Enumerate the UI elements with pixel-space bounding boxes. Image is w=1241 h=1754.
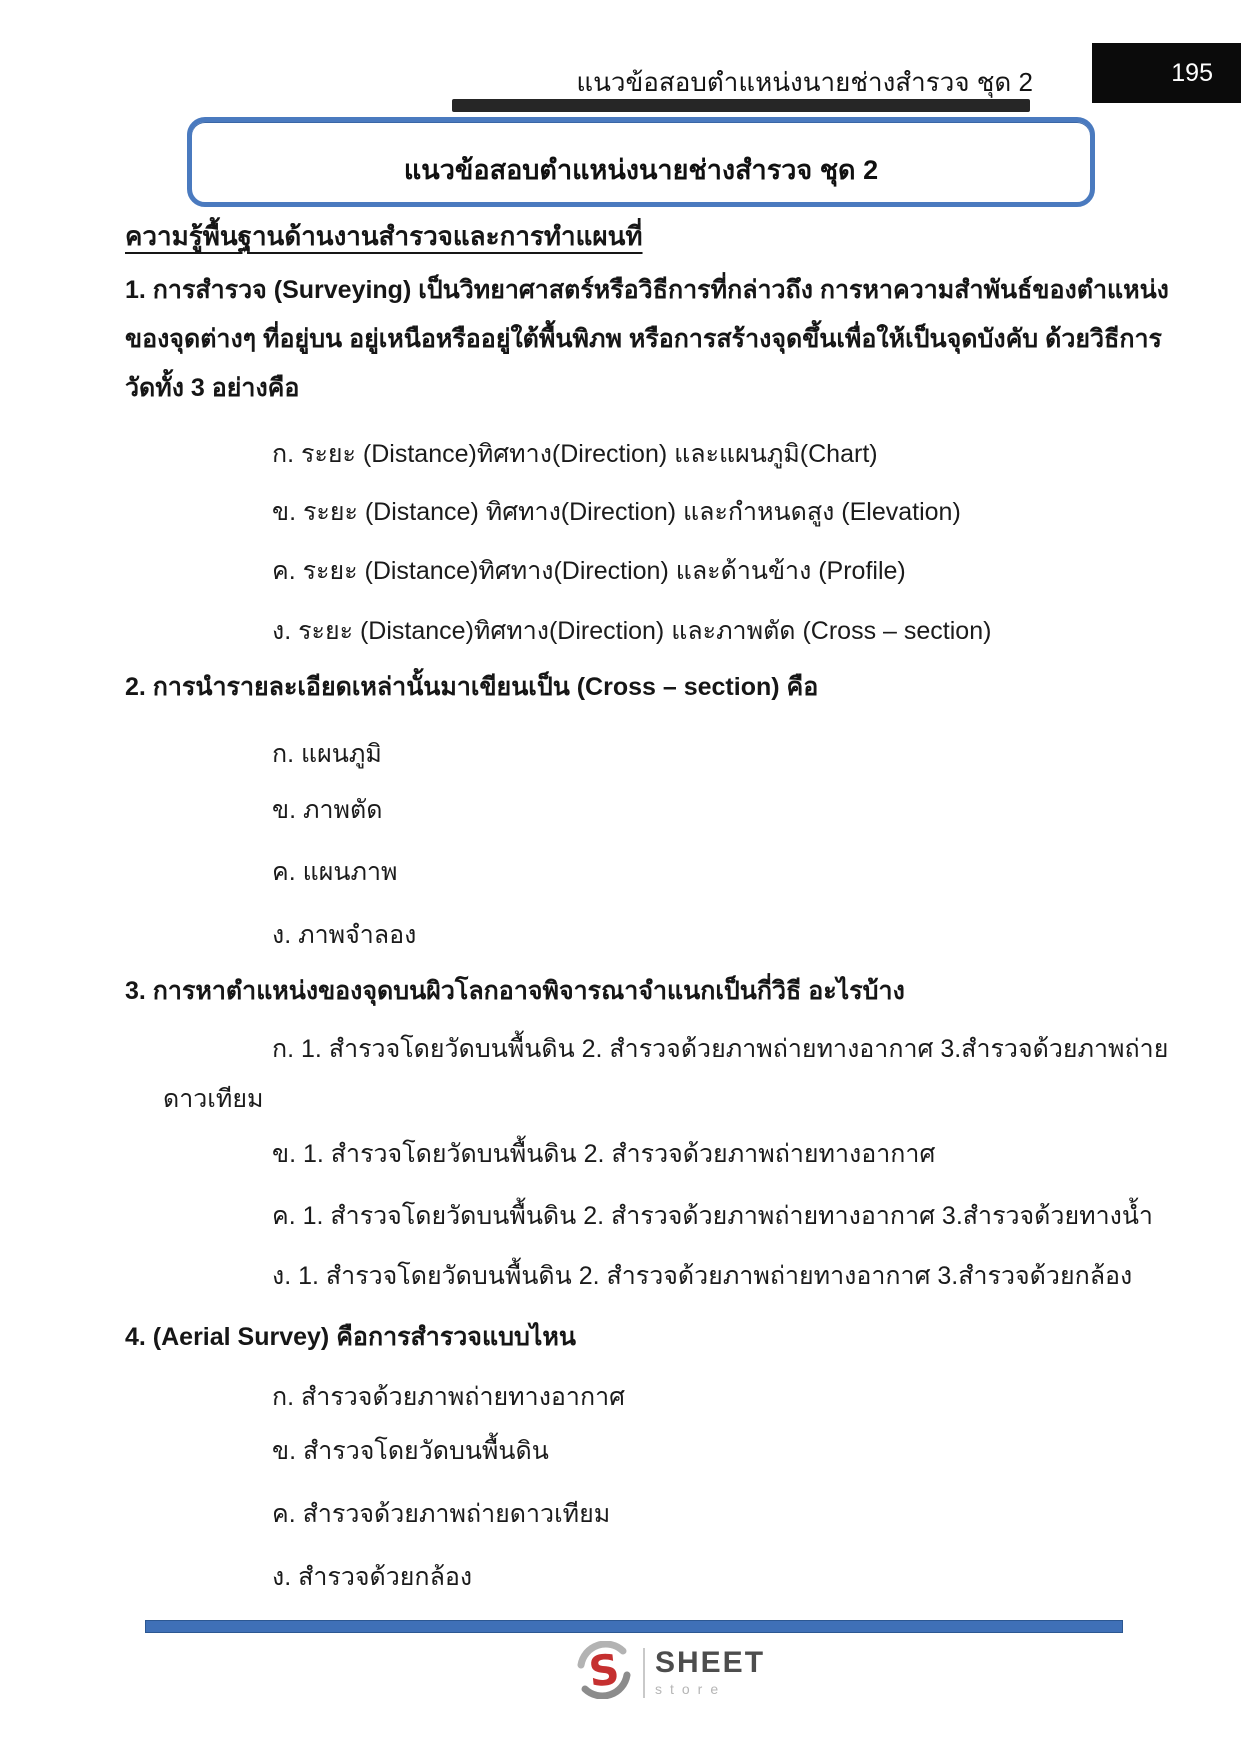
- exam-title-box: [187, 117, 1095, 207]
- question-1-line-1: 1. การสำรวจ (Surveying) เป็นวิทยาศาสตร์หรือวิธีการที่กล่าวถึง การหาความสำพันธ์ของตำแหน่ง: [125, 276, 1169, 304]
- running-header-title: แนวข้อสอบตำแหน่งนายช่างสำรวจ ชุด 2: [576, 67, 1033, 97]
- question-4-choice-d: ง. สำรวจด้วยกล้อง: [272, 1563, 473, 1591]
- question-4-choice-a: ก. สำรวจด้วยภาพถ่ายทางอากาศ: [272, 1383, 626, 1411]
- question-3-choice-d: ง. 1. สำรวจโดยวัดบนพื้นดิน 2. สำรวจด้วยภาพถ่ายทางอากาศ 3.สำรวจด้วยกล้อง: [272, 1262, 1133, 1290]
- section-heading: ความรู้พื้นฐานด้านงานสำรวจและการทำแผนที่: [125, 221, 643, 251]
- page-number: 195: [1171, 58, 1213, 87]
- question-1-text: [125, 266, 1169, 413]
- question-1-choice-b: ข. ระยะ (Distance) ทิศทาง(Direction) และกำหนดสูง (Elevation): [272, 498, 961, 526]
- question-2-choice-a: ก. แผนภูมิ: [272, 740, 382, 768]
- question-4-text: 4. (Aerial Survey) คือการสำรวจแบบไหน: [125, 1323, 576, 1351]
- sheet-store-logo-icon: [575, 1641, 633, 1704]
- page-number-badge: [1092, 43, 1241, 103]
- logo-divider: [643, 1648, 645, 1698]
- question-1-choice-d: ง. ระยะ (Distance)ทิศทาง(Direction) และภาพตัด (Cross – section): [272, 617, 992, 645]
- sheet-store-logo: [575, 1641, 765, 1704]
- question-2-choice-d: ง. ภาพจำลอง: [272, 921, 417, 949]
- question-1-line-3: วัดทั้ง 3 อย่างคือ: [125, 374, 300, 402]
- scan-smudge-artifact: [452, 99, 1030, 112]
- question-1-line-2: ของจุดต่างๆ ที่อยู่บน อยู่เหนือหรืออยู่ใต้พื้นพิภพ หรือการสร้างจุดขึ้นเพื่อให้เป็นจุดบังคับ ด้วยวิธีการ: [125, 325, 1162, 353]
- footer-divider-bar: [145, 1620, 1123, 1633]
- question-3-choice-a-line-1: ก. 1. สำรวจโดยวัดบนพื้นดิน 2. สำรวจด้วยภาพถ่ายทางอากาศ 3.สำรวจด้วยภาพถ่าย: [272, 1035, 1169, 1063]
- question-4-choice-c: ค. สำรวจด้วยภาพถ่ายดาวเทียม: [272, 1500, 611, 1528]
- question-1-choice-c: ค. ระยะ (Distance)ทิศทาง(Direction) และด้านข้าง (Profile): [272, 557, 906, 585]
- logo-letter-s: S: [586, 1644, 622, 1697]
- question-2-choice-b: ข. ภาพตัด: [272, 796, 383, 824]
- question-4-choice-b: ข. สำรวจโดยวัดบนพื้นดิน: [272, 1437, 549, 1465]
- question-3-choice-a-line-2: ดาวเทียม: [163, 1085, 264, 1113]
- question-1-choice-a: ก. ระยะ (Distance)ทิศทาง(Direction) และแผนภูมิ(Chart): [272, 440, 878, 468]
- question-3-text: 3. การหาตำแหน่งของจุดบนผิวโลกอาจพิจารณาจำแนกเป็นกี่วิธี อะไรบ้าง: [125, 977, 905, 1005]
- question-3-choice-b: ข. 1. สำรวจโดยวัดบนพื้นดิน 2. สำรวจด้วยภาพถ่ายทางอากาศ: [272, 1140, 936, 1168]
- exam-title: แนวข้อสอบตำแหน่งนายช่างสำรวจ ชุด 2: [403, 154, 879, 185]
- question-2-text: 2. การนำรายละเอียดเหล่านั้นมาเขียนเป็น (Cross – section) คือ: [125, 673, 819, 701]
- question-2-choice-c: ค. แผนภาพ: [272, 858, 398, 886]
- question-3-choice-c: ค. 1. สำรวจโดยวัดบนพื้นดิน 2. สำรวจด้วยภาพถ่ายทางอากาศ 3.สำรวจด้วยทางน้ำ: [272, 1202, 1153, 1230]
- logo-sub-text: store: [655, 1681, 727, 1697]
- logo-brand-text: SHEET: [655, 1646, 766, 1679]
